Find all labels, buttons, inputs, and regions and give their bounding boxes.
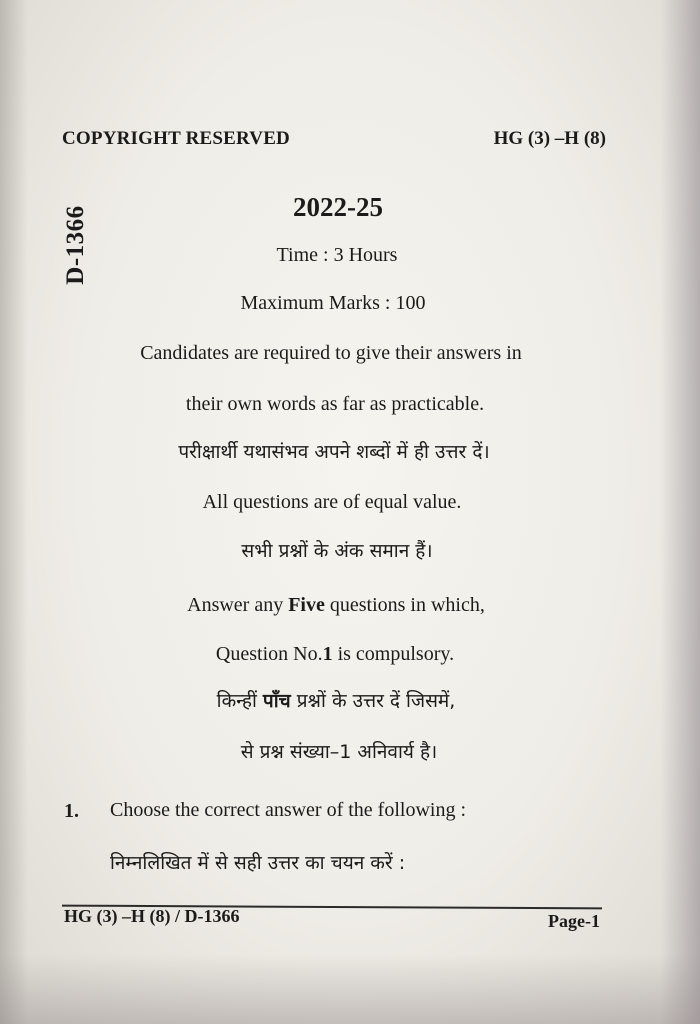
answer-instruction-english-line-2: their own words as far as practicable. [185,393,485,415]
question-text-hindi: निम्नलिखित में से सही उत्तर का चयन करें : [110,852,406,874]
answer-instruction-english-line-1: Candidates are required to give their answers in [140,342,522,364]
side-paper-code: D-1366 [62,205,89,285]
choice-instruction-english-prefix: Answer any [187,594,289,616]
compulsory-question-number-english: 1 [322,643,333,665]
copyright-label: COPYRIGHT RESERVED [62,128,290,149]
exam-year: 2022-25 [293,192,383,222]
maximum-marks: Maximum Marks : 100 [240,292,426,314]
choice-instruction-hindi [0,687,686,713]
compulsory-instruction-english-suffix: is compulsory. [332,643,455,665]
page-number: Page-1 [548,911,600,931]
compulsory-instruction-hindi: से प्रश्न संख्या–1 अनिवार्य है। [240,741,438,763]
question-text-english: Choose the correct answer of the following : [110,799,467,821]
question-value-english: All questions are of equal value. [202,491,462,513]
choice-count-hindi: पाँच [262,690,291,712]
exam-duration: Time : 3 Hours [276,244,398,266]
choice-instruction-hindi-suffix: प्रश्नों के उत्तर दें जिसमें, [290,690,456,712]
compulsory-instruction-english [0,643,685,666]
choice-instruction-english [0,594,686,617]
answer-instruction-hindi: परीक्षार्थी यथासंभव अपने शब्दों में ही उत्तर दें। [178,441,490,463]
choice-instruction-english-suffix: questions in which, [324,594,485,616]
question-value-hindi: सभी प्रश्नों के अंक समान हैं। [241,540,433,562]
compulsory-instruction-english-prefix: Question No. [215,643,323,665]
choice-instruction-hindi-prefix: किन्हीं [216,690,263,712]
question-number: 1. [64,800,79,822]
footer-paper-code: HG (3) –H (8) / D-1366 [64,906,240,926]
paper-code: HG (3) –H (8) [493,128,606,149]
choice-count-english: Five [288,594,325,616]
